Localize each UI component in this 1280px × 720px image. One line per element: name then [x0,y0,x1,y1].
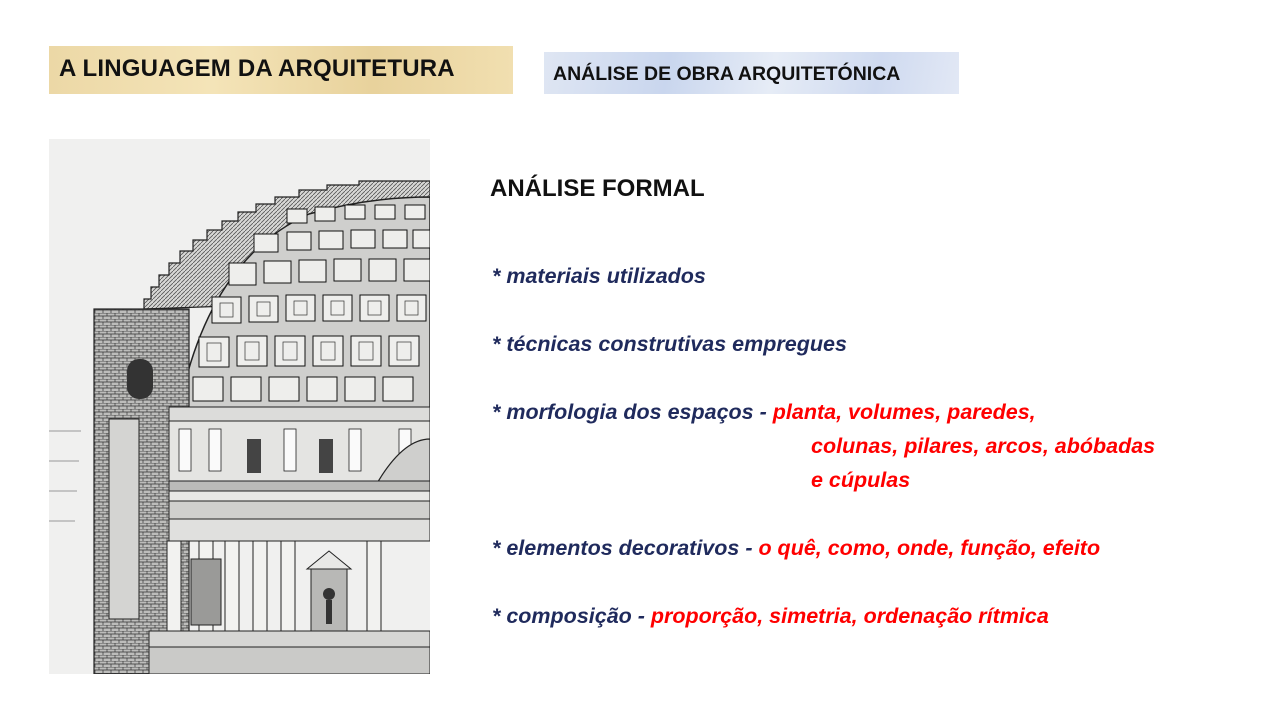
bullet-composition-label: * composição - [492,604,651,628]
bullet-composition-detail: proporção, simetria, ordenação rítmica [650,604,1049,628]
bullet-morphology-detail-line3: e cúpulas [811,468,911,492]
slide-title: A LINGUAGEM DA ARQUITETURA [59,55,455,82]
bullet-decorative-label: * elementos decorativos - [492,536,759,560]
bullet-morphology-detail: planta, volumes, paredes, [772,400,1036,424]
slide-title-box [49,46,513,94]
bullet-morphology-detail-line2: colunas, pilares, arcos, abóbadas [811,434,1156,458]
bullet-morphology [492,395,1036,429]
bullet-materials: * materiais utilizados [492,264,706,288]
slide-subtitle-box [544,52,959,94]
section-heading: ANÁLISE FORMAL [490,175,705,202]
slide-subtitle: ANÁLISE DE OBRA ARQUITETÓNICA [553,63,901,85]
bullet-decorative [492,531,1100,565]
bullet-decorative-detail: o quê, como, onde, função, efeito [758,536,1101,560]
pantheon-section-drawing [49,139,430,674]
bullet-techniques: * técnicas construtivas empregues [492,332,847,356]
bullet-composition [492,599,1049,633]
bullet-morphology-label: * morfologia dos espaços - [492,400,773,424]
